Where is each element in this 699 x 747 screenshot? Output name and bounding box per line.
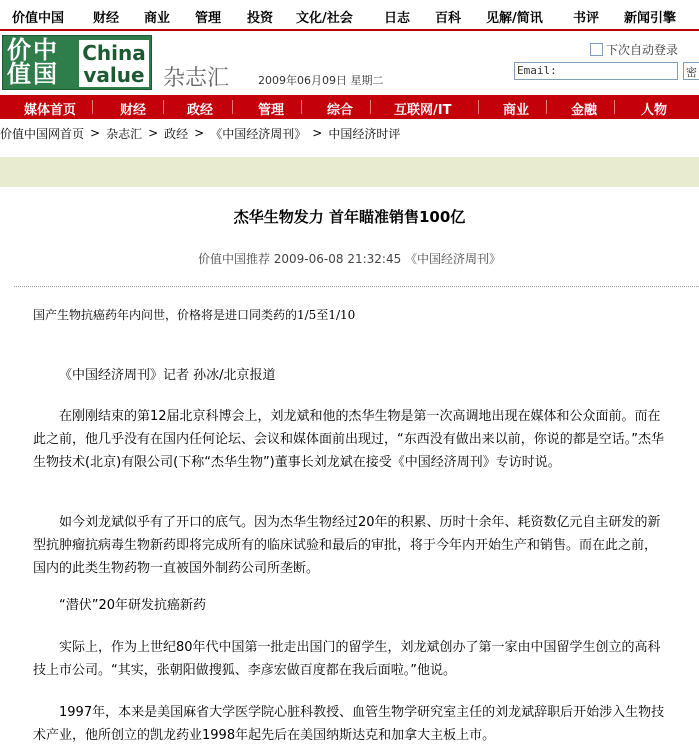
- logo-chinese-text: 价中值国: [7, 35, 59, 88]
- article-meta: 价值中国推荐 2009-06-08 21:32:45 《中国经济周刊》: [197, 252, 502, 266]
- channel-commerce[interactable]: 商业: [503, 103, 530, 118]
- topnav-item-blog[interactable]: 日志: [384, 11, 411, 26]
- article-paragraph: 1997年，本来是美国麻省大学医学院心脏科教授、血管生物学研究室主任的刘龙斌辞职后开始涉入生物技术产业，他所创立的凯龙药业1998年起先后在美国纳斯达克和加拿大主板上市。: [33, 705, 665, 743]
- breadcrumb-chevron-icon: >: [194, 126, 205, 140]
- top-category-nav: [0, 0, 699, 31]
- channel-people[interactable]: 人物: [641, 103, 668, 118]
- article-summary: 国产生物抗癌药年内问世，价格将是进口同类药的1/5至1/10: [33, 308, 356, 322]
- breadcrumb-magazine[interactable]: 《中国经济周刊》: [210, 126, 307, 141]
- breadcrumb: [0, 122, 400, 144]
- channel-politics-economy[interactable]: 政经: [187, 103, 214, 118]
- topnav-item-finance[interactable]: 财经: [93, 11, 120, 26]
- breadcrumb-column[interactable]: 中国经济时评: [328, 126, 401, 141]
- channel-financial[interactable]: 金融: [571, 103, 598, 118]
- article-paragraph: 在刚刚结束的第12届北京科博会上，刘龙斌和他的杰华生物是第一次高调地出现在媒体和公众面前。而在此之前，他几乎没有在国内任何论坛、会议和媒体面前出现过，“东西没有做出来以前，你说的都是空话。”杰华生物技术(北京)有限公司(下称“杰华生物”)董事长刘龙斌在接受《中国经济周刊》专访时说。: [33, 409, 664, 470]
- article-title: 杰华生物发力 首年瞄准销售100亿: [233, 208, 466, 226]
- channel-management[interactable]: 管理: [258, 103, 285, 118]
- breadcrumb-chevron-icon: >: [90, 126, 101, 140]
- channel-separator: [546, 100, 547, 114]
- breadcrumb-politics[interactable]: 政经: [164, 126, 189, 141]
- article-subheading: “潜伏”20年研发抗癌新药: [59, 598, 207, 613]
- channel-separator: [301, 100, 302, 114]
- channel-separator: [614, 100, 615, 114]
- auto-login-checkbox[interactable]: [590, 43, 603, 56]
- article-paragraph: 如今刘龙斌似乎有了开口的底气。因为杰华生物经过20年的积累、历时十余年、耗资数亿元自主研发的新型抗肿瘤抗病毒生物新药即将完成所有的临床试验和最后的审批，将于今年内开始生产和销售。而在此之前，国内的此类生物药物一直被国外制药公司所垄断。: [33, 515, 661, 576]
- channel-media-home[interactable]: 媒体首页: [24, 103, 77, 118]
- channel-separator: [478, 100, 479, 114]
- article-byline: 《中国经济周刊》记者 孙冰/北京报道: [59, 368, 276, 383]
- header-date: 2009年06月09日 星期二: [258, 74, 384, 87]
- breadcrumb-chevron-icon: >: [312, 126, 323, 140]
- channel-separator: [163, 100, 164, 114]
- channel-general[interactable]: 综合: [327, 103, 354, 118]
- breadcrumb-chevron-icon: >: [148, 126, 159, 140]
- auto-login-option[interactable]: [590, 41, 678, 58]
- topnav-item-insights[interactable]: 见解/简讯: [486, 11, 543, 26]
- site-logo[interactable]: [2, 35, 152, 90]
- logo-english-text: China value: [79, 40, 149, 87]
- topnav-item-wiki[interactable]: 百科: [435, 11, 462, 26]
- channel-separator: [232, 100, 233, 114]
- auto-login-label: 下次自动登录: [606, 43, 679, 57]
- section-title: 杂志汇: [163, 66, 230, 91]
- breadcrumb-magazines[interactable]: 杂志汇: [106, 126, 143, 141]
- site-header: [0, 31, 699, 95]
- topnav-item-reviews[interactable]: 书评: [573, 11, 600, 26]
- channel-separator: [370, 100, 371, 114]
- email-field[interactable]: Email:: [514, 62, 678, 80]
- channel-separator: [92, 100, 93, 114]
- ad-banner-strip: [0, 157, 699, 187]
- topnav-item-culture[interactable]: 文化/社会: [296, 11, 353, 26]
- channel-nav: [0, 95, 699, 119]
- breadcrumb-home[interactable]: 价值中国网首页: [0, 126, 85, 141]
- topnav-item-investment[interactable]: 投资: [247, 11, 274, 26]
- topnav-item-management[interactable]: 管理: [195, 11, 222, 26]
- article-divider: [14, 286, 699, 287]
- topnav-item-news-engine[interactable]: 新闻引擎: [624, 11, 677, 26]
- topnav-item-business[interactable]: 商业: [144, 11, 171, 26]
- channel-internet-it[interactable]: 互联网/IT: [394, 103, 452, 118]
- password-field[interactable]: 密: [683, 62, 699, 80]
- topnav-item-home[interactable]: 价值中国: [12, 11, 65, 26]
- channel-finance[interactable]: 财经: [120, 103, 147, 118]
- article-paragraph: 实际上，作为上世纪80年代中国第一批走出国门的留学生，刘龙斌创办了第一家由中国留学生创立的高科技上市公司。“其实，张朝阳做搜狐、李彦宏做百度都在我后面啦。”他说。: [33, 640, 661, 678]
